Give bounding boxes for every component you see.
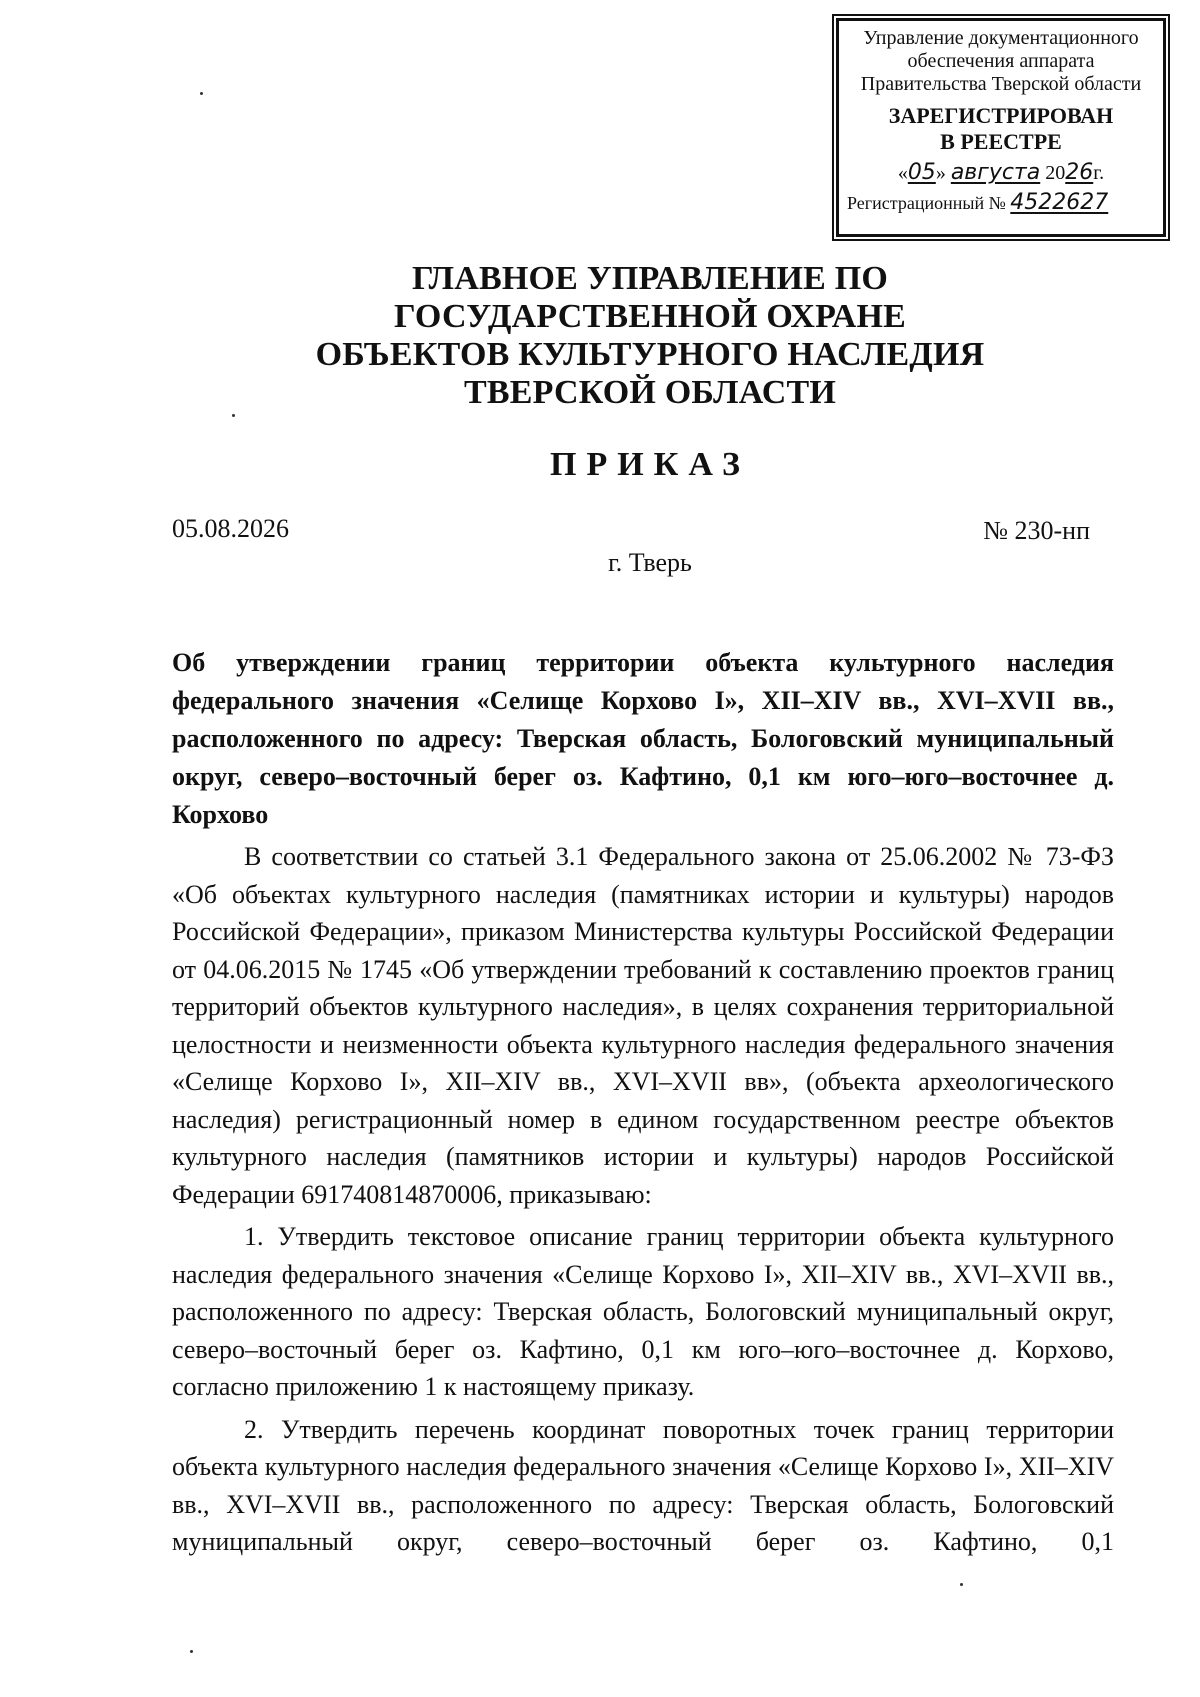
stamp-registered-title: ЗАРЕГИСТРИРОВАН xyxy=(888,103,1114,128)
stamp-org-line: обеспечения аппарата xyxy=(907,50,1095,72)
stamp-org-line: Управление документационного xyxy=(863,27,1139,49)
agency-title-line: ГОСУДАРСТВЕННОЙ ОХРАНЕ xyxy=(393,298,907,335)
stamp-reg-number-line xyxy=(839,191,1163,215)
agency-title-line: ТВЕРСКОЙ ОБЛАСТИ xyxy=(463,374,837,411)
scan-speck xyxy=(232,414,235,417)
stamp-reg-number: 4522627 xyxy=(1010,190,1109,215)
stamp-reg-label: Регистрационный № xyxy=(847,193,1006,213)
stamp-year-suffix: 26 xyxy=(1065,160,1094,185)
body-paragraph-intro: В соответствии со статьей 3.1 Федерального закона от 25.06.2002 № 73-ФЗ «Об объектах культурного наследия (памятниках истории и культуры) народов Российской Федерации», приказом Министерства культуры Российской Федерации от 04.06.2015 № 1745 «Об утверждении требований к составлению проектов границ территорий объектов культурного наследия», в целях сохранения территориальной целостности и неизменности объекта культурного наследия федерального значения «Селище Корхово I», XII–XIV вв., XVI–XVII вв», (объекта археологического наследия) регистрационный номер в едином государственном реестре объектов культурного наследия (памятников истории и культуры) народов Российской Федерации 691740814870006, приказываю: xyxy=(172,842,1114,1209)
scan-speck xyxy=(200,92,203,95)
agency-title-line: ОБЪЕКТОВ КУЛЬТУРНОГО НАСЛЕДИЯ xyxy=(315,336,985,373)
body-paragraph-item-2: 2. Утвердить перечень координат поворотных точек границ территории объекта культурного наследия федерального значения «Селище Корхово I», XII–XIV вв., XVI–XVII вв., расположенного по адресу: Тверская область, Бологовский муниципальный округ, северо–восточный берег оз. Кафтино, 0,1 xyxy=(172,1414,1114,1556)
stamp-year-end: г. xyxy=(1093,162,1105,184)
stamp-year-prefix: 20 xyxy=(1045,162,1066,184)
stamp-day: 05 xyxy=(907,160,936,185)
document-subject: Об утверждении границ территории объекта культурного наследия федерального значения «Селище Корхово I», XII–XIV вв., XVI–XVII вв., расположенного по адресу: Тверская область, Бологовский муниципальный округ, северо–восточный берег оз. Кафтино, 0,1 км юго–юго–восточнее д. Корхово xyxy=(172,648,1114,829)
document-date: 05.08.2026 xyxy=(172,514,289,543)
document-number: № 230-нп xyxy=(983,516,1090,545)
stamp-registered-subtitle: В РЕЕСТРЕ xyxy=(940,129,1062,154)
stamp-org-line: Правительства Тверской области xyxy=(860,73,1142,95)
document-body xyxy=(172,838,1114,1566)
agency-title-line: ГЛАВНОЕ УПРАВЛЕНИЕ ПО xyxy=(411,260,889,297)
registration-stamp xyxy=(836,18,1166,237)
scan-speck xyxy=(960,1583,963,1586)
body-paragraph-item-1: 1. Утвердить текстовое описание границ территории объекта культурного наследия федерального значения «Селище Корхово I», XII–XIV вв., XVI–XVII вв., расположенного по адресу: Тверская область, Бологовский муниципальный округ, северо–восточный берег оз. Кафтино, 0,1 км юго–юго–восточнее д. Корхово, согласно приложению 1 к настоящему приказу. xyxy=(172,1222,1114,1401)
document-city: г. Тверь xyxy=(608,548,692,577)
stamp-month: августа xyxy=(950,160,1041,185)
scan-speck xyxy=(190,1650,193,1653)
agency-title xyxy=(0,260,1200,412)
stamp-date-line: «05» августа 2026г. xyxy=(897,160,1105,185)
document-type: ПРИКАЗ xyxy=(550,446,750,483)
